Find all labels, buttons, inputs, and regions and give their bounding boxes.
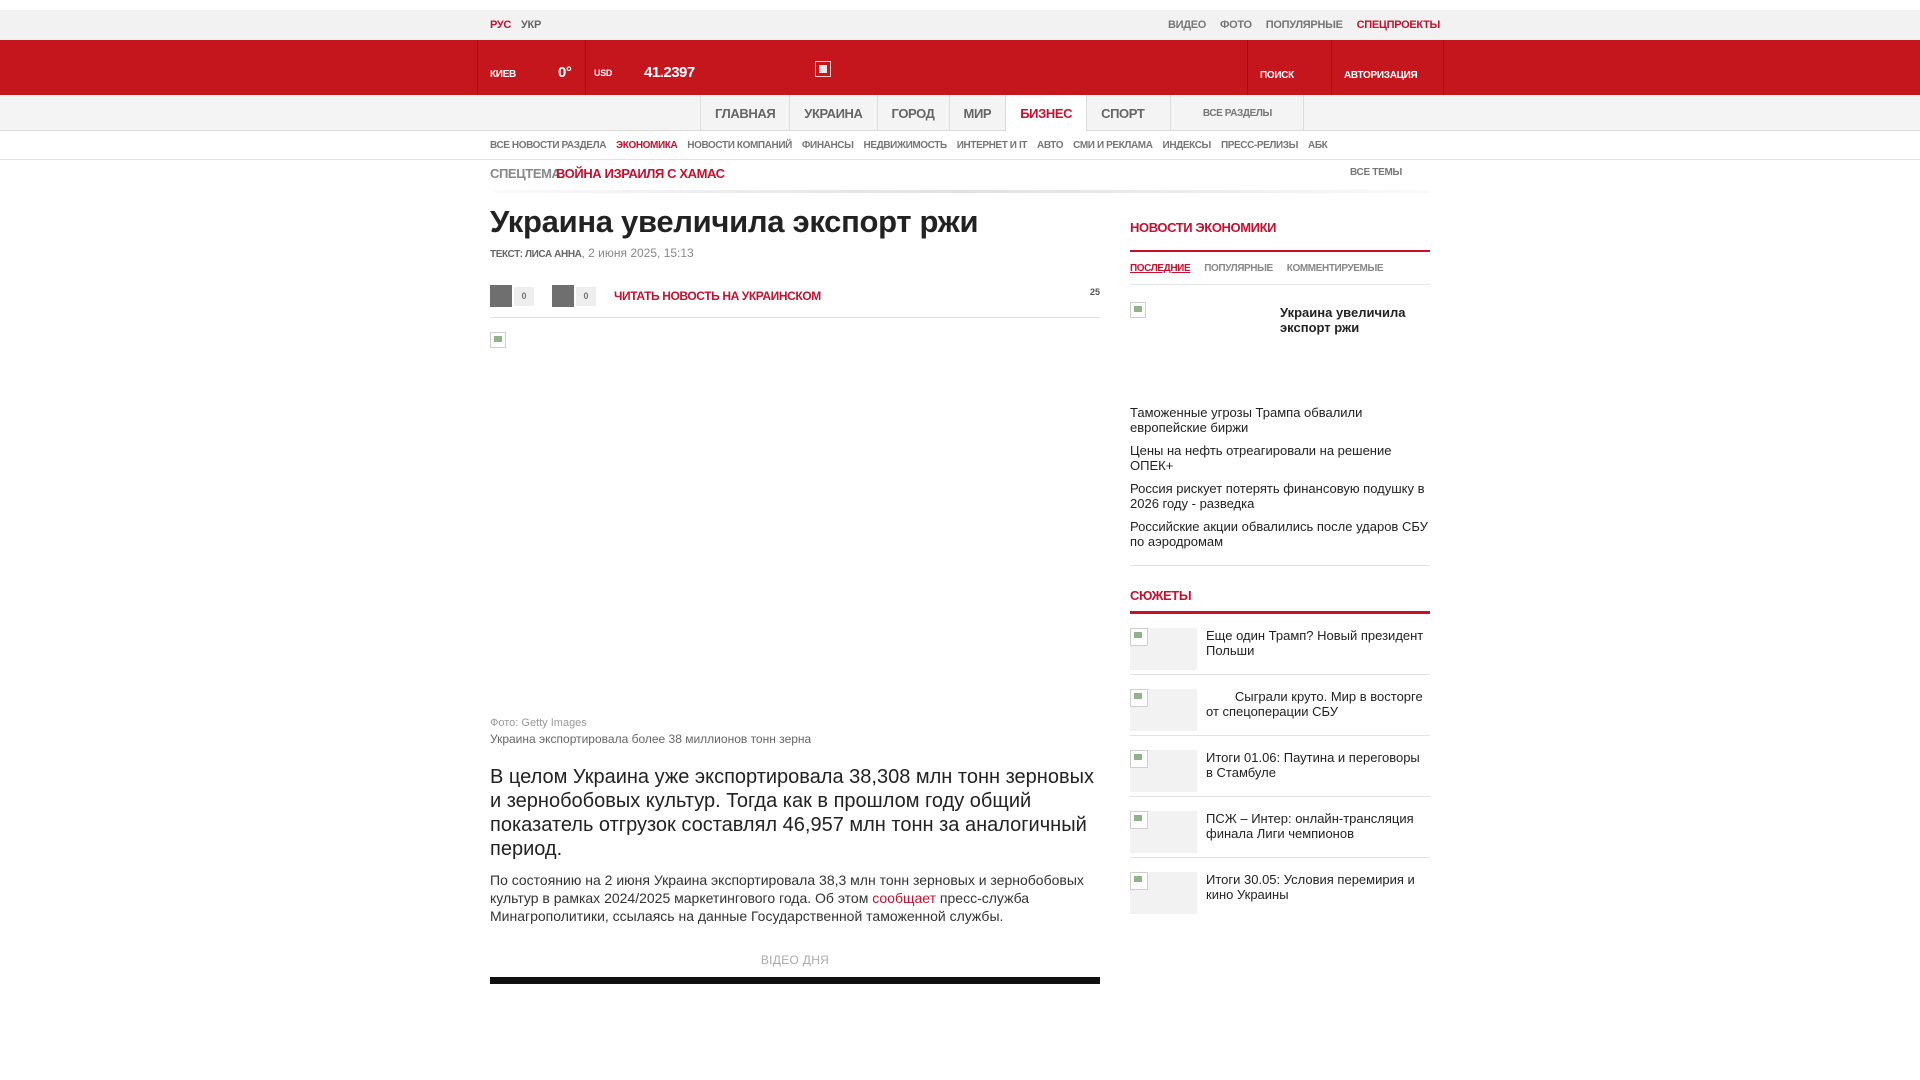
body-text-end: пресс-служба Минагрополитики, ссылаясь на данные Государственной таможенной службы. bbox=[490, 890, 1030, 924]
video-of-day-label: ВІДЕО ДНЯ bbox=[760, 953, 830, 967]
search-cell[interactable] bbox=[1247, 40, 1331, 95]
story-thumbnail[interactable] bbox=[1130, 628, 1197, 670]
economy-news-title[interactable]: НОВОСТИ ЭКОНОМИКИ bbox=[1130, 220, 1277, 235]
popular-link[interactable]: ПОПУЛЯРНЫЕ bbox=[1265, 19, 1343, 31]
news-tabs bbox=[1130, 250, 1430, 285]
divider bbox=[494, 190, 1430, 193]
news-item[interactable]: Цены на нефть отреагировали на решение ОПЕК+ bbox=[1130, 443, 1392, 473]
story-thumbnail[interactable] bbox=[1130, 811, 1197, 853]
top-links bbox=[1168, 19, 1440, 31]
article-author[interactable]: ТЕКСТ: ЛИСА АННА bbox=[490, 249, 582, 260]
featured-thumbnail[interactable] bbox=[1130, 302, 1146, 318]
photo-link[interactable]: ФОТО bbox=[1220, 19, 1252, 31]
featured-news[interactable] bbox=[1130, 295, 1430, 405]
city-label: КИЕВ bbox=[490, 69, 516, 80]
sidebar bbox=[1130, 220, 1430, 919]
share-button-1[interactable] bbox=[490, 285, 512, 307]
subnav-real-estate[interactable]: НЕДВИЖИМОСТЬ bbox=[863, 139, 947, 151]
broken-image-icon bbox=[490, 332, 506, 348]
search-link[interactable]: ПОИСК bbox=[1260, 70, 1294, 81]
story-title[interactable]: ПСЖ – Интер: онлайн-трансляция финала Лиги чемпионов bbox=[1206, 811, 1418, 841]
news-item[interactable]: Российские акции обвалились после ударов СБУ по аэродромам bbox=[1130, 519, 1428, 549]
story-thumbnail[interactable] bbox=[1130, 689, 1197, 731]
share-count-2: 0 bbox=[576, 287, 596, 306]
subnav-indexes[interactable]: ИНДЕКСЫ bbox=[1162, 139, 1211, 151]
photo-caption: Украина экспортировала более 38 миллионов тонн зерна bbox=[490, 732, 812, 746]
story-thumbnail[interactable] bbox=[1130, 872, 1197, 914]
auth-cell[interactable] bbox=[1331, 40, 1444, 95]
tab-popular[interactable]: ПОПУЛЯРНЫЕ bbox=[1204, 262, 1273, 274]
subnav-economy[interactable]: ЭКОНОМИКА bbox=[616, 139, 678, 151]
special-topic-link[interactable]: ВОЙНА ИЗРАИЛЯ С ХАМАС bbox=[556, 166, 725, 181]
article-meta: ТЕКСТ: ЛИСА АННА, 2 июня 2025, 15:13 bbox=[490, 246, 694, 260]
temperature-value: 0° bbox=[558, 64, 572, 81]
news-list bbox=[1130, 405, 1430, 566]
nav-sport[interactable]: СПОРТ bbox=[1086, 95, 1158, 131]
story-title[interactable]: Сыграли круто. Мир в восторге от спецоперации СБУ bbox=[1206, 689, 1427, 719]
story-title[interactable]: Итоги 01.06: Паутина и переговоры в Стамбуле bbox=[1206, 750, 1424, 780]
photo-credit: Фото: Getty Images bbox=[490, 717, 587, 729]
nav-city[interactable]: ГОРОД bbox=[877, 95, 949, 131]
subnav-media[interactable]: СМИ И РЕКЛАМА bbox=[1073, 139, 1153, 151]
video-link[interactable]: ВИДЕО bbox=[1167, 19, 1207, 31]
nav-business[interactable]: БИЗНЕС bbox=[1005, 95, 1086, 131]
story-item[interactable] bbox=[1130, 797, 1430, 858]
subnav-abk[interactable]: АБК bbox=[1308, 139, 1328, 151]
story-item[interactable] bbox=[1130, 858, 1430, 919]
lang-rus-link[interactable]: РУС bbox=[490, 19, 512, 31]
read-in-ukrainian-link[interactable]: ЧИТАТЬ НОВОСТЬ НА УКРАИНСКОМ bbox=[614, 289, 821, 303]
nav-world[interactable]: МИР bbox=[949, 95, 1006, 131]
article-body bbox=[490, 871, 1100, 925]
article-image bbox=[490, 332, 1100, 716]
story-thumbnail[interactable] bbox=[1130, 750, 1197, 792]
tab-commented[interactable]: КОММЕНТИРУЕМЫЕ bbox=[1286, 262, 1384, 274]
exchange-rate: 41.2397 bbox=[644, 64, 695, 81]
story-item[interactable] bbox=[1130, 614, 1430, 675]
all-topics-link[interactable]: ВСЕ ТЕМЫ bbox=[1350, 167, 1403, 178]
article-title: Украина увеличила экспорт ржи bbox=[490, 204, 979, 239]
subnav-internet-it[interactable]: ИНТЕРНЕТ И IT bbox=[956, 139, 1028, 151]
article-date: 2 июня 2025, 15:13 bbox=[588, 246, 694, 260]
body-text-start: По состоянию на 2 июня Украина экспортировала 38,3 млн тонн зерновых и зернобобовых культур в рамках 2024/2025 маркетингового года. Об этом bbox=[490, 872, 1084, 906]
currency-label: USD bbox=[594, 68, 613, 78]
story-title[interactable]: Итоги 30.05: Условия перемирия и кино Украины bbox=[1206, 872, 1419, 902]
stories-title[interactable]: СЮЖЕТЫ bbox=[1130, 588, 1430, 614]
subnav-press-releases[interactable]: ПРЕСС-РЕЛИЗЫ bbox=[1220, 139, 1299, 151]
news-item[interactable]: Россия рискует потерять финансовую подушку в 2026 году - разведка bbox=[1130, 481, 1425, 511]
story-title[interactable]: Еще один Трамп? Новый президент Польши bbox=[1206, 628, 1427, 658]
section-subnav bbox=[0, 131, 1920, 160]
article bbox=[490, 200, 1100, 984]
article-lead: В целом Украина уже экспортировала 38,308 млн тонн зерновых и зернобобовых культур. Тогда как в прошлом году общий показатель отгрузок составлял 46,957 млн тонн за аналогичный период. bbox=[490, 766, 1094, 860]
share-count-1: 0 bbox=[514, 287, 534, 306]
subnav-auto[interactable]: АВТО bbox=[1037, 139, 1064, 151]
subnav-all-news[interactable]: ВСЕ НОВОСТИ РАЗДЕЛА bbox=[490, 139, 607, 151]
special-projects-link[interactable]: СПЕЦПРОЕКТЫ bbox=[1356, 19, 1440, 31]
subnav-company-news[interactable]: НОВОСТИ КОМПАНИЙ bbox=[687, 139, 792, 151]
site-logo-image[interactable] bbox=[815, 61, 831, 77]
source-link[interactable]: сообщает bbox=[872, 890, 937, 906]
nav-ukraine[interactable]: УКРАИНА bbox=[789, 95, 876, 131]
top-utility-bar bbox=[0, 10, 1920, 40]
special-topic-label: СПЕЦТЕМА: bbox=[490, 166, 565, 181]
special-topic-bar bbox=[490, 162, 1430, 192]
nav-all-sections[interactable]: ВСЕ РАЗДЕЛЫ bbox=[1170, 95, 1304, 131]
article-tools bbox=[490, 262, 1100, 318]
share-button-2[interactable] bbox=[552, 285, 574, 307]
news-item[interactable]: Таможенные угрозы Трампа обвалили европейские биржи bbox=[1130, 405, 1363, 435]
lang-ukr-link[interactable]: УКР bbox=[521, 19, 541, 31]
featured-news-title[interactable]: Украина увеличила экспорт ржи bbox=[1280, 305, 1406, 335]
main-navigation bbox=[0, 95, 1920, 131]
comment-count[interactable]: 25 bbox=[1089, 287, 1100, 297]
nav-home[interactable]: ГЛАВНАЯ bbox=[700, 95, 789, 131]
auth-link[interactable]: АВТОРИЗАЦИЯ bbox=[1344, 70, 1418, 81]
tab-latest[interactable]: ПОСЛЕДНИЕ bbox=[1130, 262, 1191, 274]
story-item[interactable] bbox=[1130, 675, 1430, 736]
story-item[interactable] bbox=[1130, 736, 1430, 797]
subnav-finance[interactable]: ФИНАНСЫ bbox=[801, 139, 854, 151]
video-player[interactable] bbox=[490, 977, 1100, 984]
site-header bbox=[0, 40, 1920, 95]
